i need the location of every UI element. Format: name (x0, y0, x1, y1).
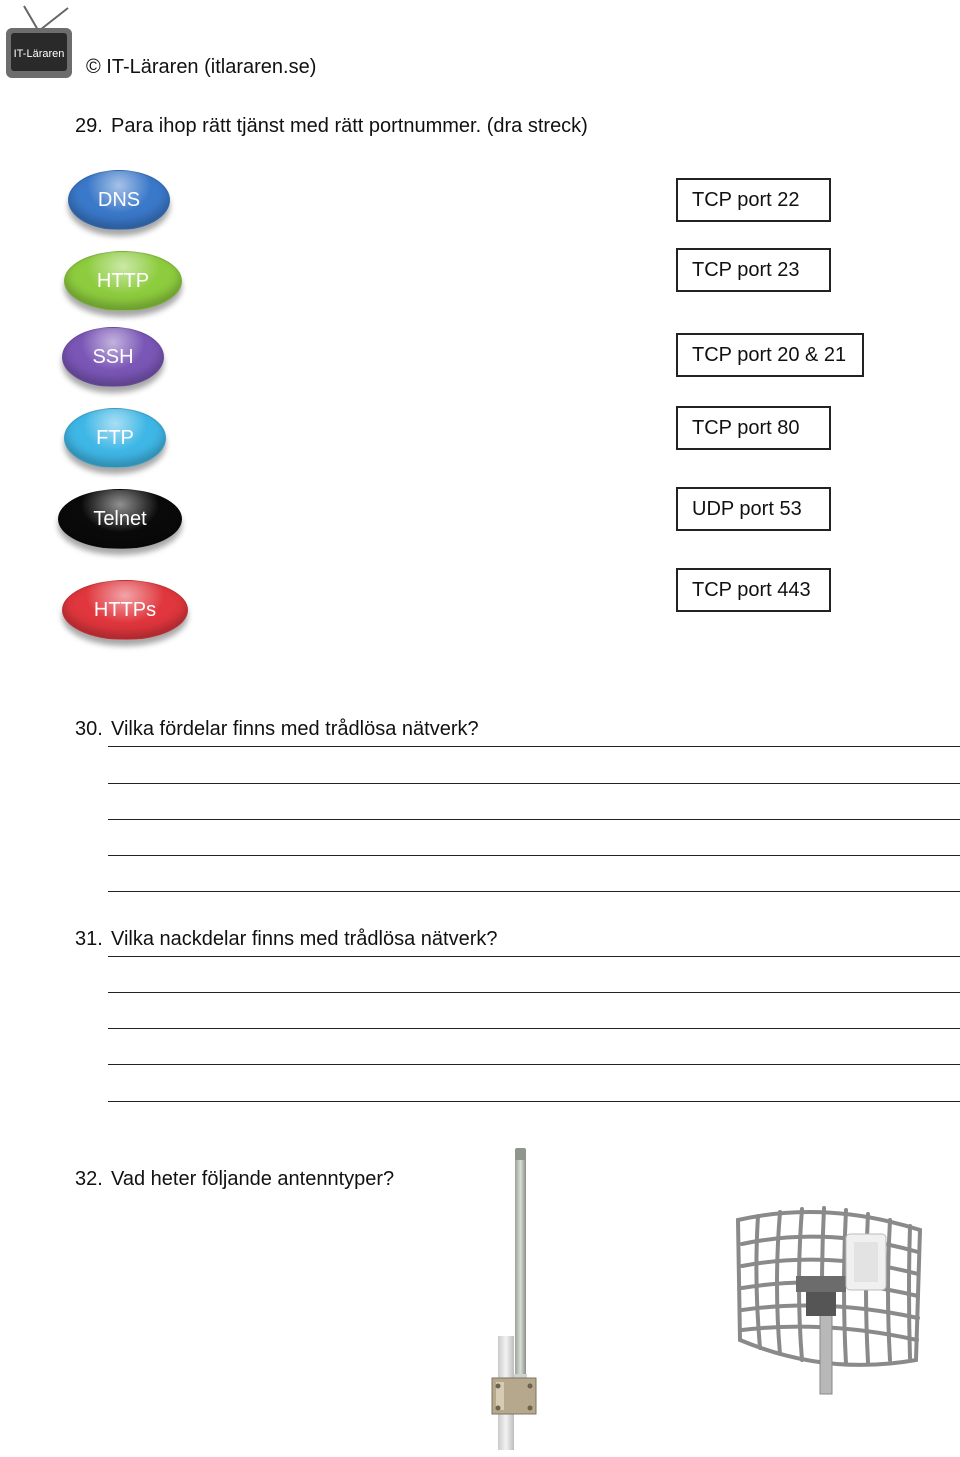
port-box[interactable]: TCP port 20 & 21 (676, 333, 864, 377)
port-box[interactable]: UDP port 53 (676, 487, 831, 531)
answer-line[interactable] (108, 1101, 960, 1102)
answer-line[interactable] (108, 855, 960, 856)
port-box[interactable]: TCP port 23 (676, 248, 831, 292)
question-number: 31. (75, 928, 103, 950)
port-box[interactable]: TCP port 443 (676, 568, 831, 612)
omni-antenna-icon (488, 1146, 548, 1452)
answer-line[interactable] (108, 891, 960, 892)
question-29 (75, 115, 588, 138)
service-http[interactable]: HTTP (64, 251, 182, 311)
question-31 (75, 928, 498, 951)
question-number: 29. (75, 115, 103, 137)
answer-line[interactable] (108, 819, 960, 820)
question-number: 32. (75, 1168, 103, 1190)
copyright-text: © IT-Läraren (itlararen.se) (86, 56, 317, 78)
question-number: 30. (75, 718, 103, 740)
service-telnet[interactable]: Telnet (58, 489, 182, 549)
answer-line[interactable] (108, 746, 960, 747)
answer-line[interactable] (108, 1064, 960, 1065)
answer-line[interactable] (108, 956, 960, 957)
question-text: Para ihop rätt tjänst med rätt portnummer. (dra streck) (111, 115, 588, 137)
service-https[interactable]: HTTPs (62, 580, 188, 640)
answer-line[interactable] (108, 1028, 960, 1029)
grid-parabolic-antenna-icon (728, 1200, 924, 1396)
svg-text:IT-Läraren: IT-Läraren (13, 48, 65, 60)
answer-line[interactable] (108, 783, 960, 784)
question-text: Vad heter följande antenntyper? (111, 1168, 395, 1190)
question-text: Vilka nackdelar finns med trådlösa nätverk? (111, 928, 498, 950)
service-dns[interactable]: DNS (68, 170, 170, 230)
question-30 (75, 718, 479, 741)
service-ftp[interactable]: FTP (64, 408, 166, 468)
question-text: Vilka fördelar finns med trådlösa nätverk? (111, 718, 479, 740)
port-box[interactable]: TCP port 22 (676, 178, 831, 222)
answer-line[interactable] (108, 992, 960, 993)
service-ssh[interactable]: SSH (62, 327, 164, 387)
question-32 (75, 1168, 394, 1191)
logo (4, 2, 74, 80)
port-box[interactable]: TCP port 80 (676, 406, 831, 450)
